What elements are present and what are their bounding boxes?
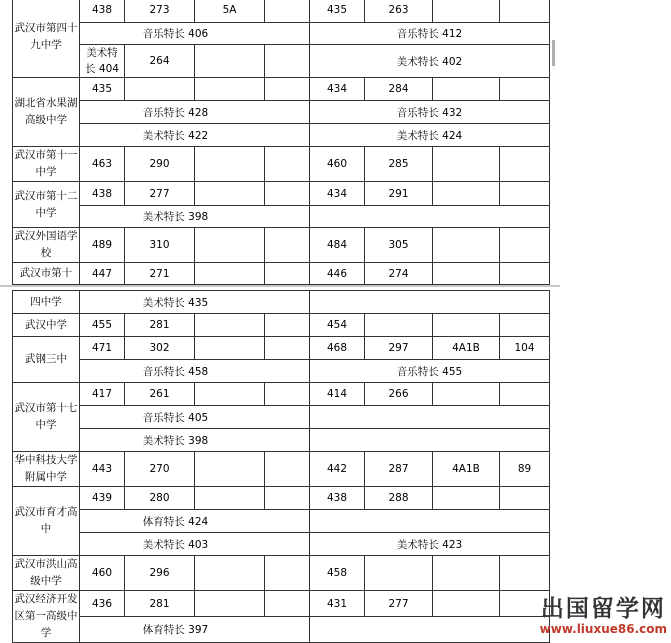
school-name: 武汉市第四十九中学 xyxy=(13,0,80,78)
table-row: 四中学 美术特长 435 xyxy=(13,291,550,314)
watermark-url: www.liuxue86.com xyxy=(539,622,667,636)
school-name: 华中科技大学附属中学 xyxy=(13,452,80,487)
school-name: 武汉市洪山高级中学 xyxy=(13,556,80,591)
table-row: 武汉市育才高中 439 280 438 288 xyxy=(13,487,550,510)
table-row: 武汉市第十七中学 417 261 414 266 xyxy=(13,383,550,406)
site-watermark xyxy=(540,596,667,636)
table-row: 武汉市洪山高级中学 460 296 458 xyxy=(13,556,550,591)
table-row: 音乐特长 428 音乐特长 432 xyxy=(13,101,550,124)
school-name: 四中学 xyxy=(13,291,80,314)
table-row: 武汉外国语学校 489 310 484 305 xyxy=(13,228,550,263)
table-row: 武汉经济开发区第一高级中学 436 281 431 277 xyxy=(13,591,550,617)
table-row: 武汉中学 455 281 454 xyxy=(13,314,550,337)
table-row: 美术特长 398 xyxy=(13,429,550,452)
page-break xyxy=(0,285,560,287)
school-name: 武汉经济开发区第一高级中学 xyxy=(13,591,80,643)
school-name: 武汉市第十七中学 xyxy=(13,383,80,452)
table-row: 武汉市第十二中学 438 277 434 291 xyxy=(13,182,550,206)
scroll-indicator[interactable] xyxy=(552,40,555,66)
school-name: 武汉市第十二中学 xyxy=(13,182,80,228)
table-row: 武钢三中 471 302 468 297 4A1B 104 xyxy=(13,337,550,360)
table-row: 音乐特长 405 xyxy=(13,406,550,429)
school-name: 武钢三中 xyxy=(13,337,80,383)
table-row: 美术特长 422 美术特长 424 xyxy=(13,124,550,147)
table-row: 武汉市第十 447 271 446 274 xyxy=(13,263,550,285)
table-row: 体育特长 397 xyxy=(13,617,550,643)
school-name: 武汉市育才高中 xyxy=(13,487,80,556)
table-row: 武汉市第十一中学 463 290 460 285 xyxy=(13,147,550,182)
school-name: 武汉中学 xyxy=(13,314,80,337)
table-row: 音乐特长 406 音乐特长 412 xyxy=(13,23,550,45)
table-row: 音乐特长 458 音乐特长 455 xyxy=(13,360,550,383)
school-name: 湖北省水果湖高级中学 xyxy=(13,78,80,147)
table-row: 美术特长 404 264 美术特长 402 xyxy=(13,45,550,78)
table-row: 华中科技大学附属中学 443 270 442 287 4A1B 89 xyxy=(13,452,550,487)
table-row: 湖北省水果湖高级中学 435 434 284 xyxy=(13,78,550,101)
table-row: 武汉市第四十九中学 438 273 5A 435 263 xyxy=(13,0,550,23)
school-name: 武汉市第十一中学 xyxy=(13,147,80,182)
table-row: 体育特长 424 xyxy=(13,510,550,533)
score-table-top xyxy=(12,0,550,285)
school-name: 武汉市第十 xyxy=(13,263,80,285)
watermark-text: 出国留学网 xyxy=(540,596,666,622)
school-name: 武汉外国语学校 xyxy=(13,228,80,263)
score-table-bottom xyxy=(12,290,550,643)
table-row: 美术特长 403 美术特长 423 xyxy=(13,533,550,556)
table-row: 美术特长 398 xyxy=(13,206,550,228)
